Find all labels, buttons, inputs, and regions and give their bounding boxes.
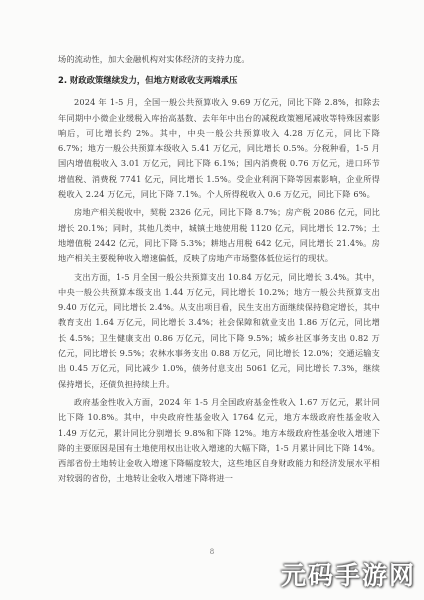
- paragraph-revenue: 2024 年 1-5 月，全国一般公共预算收入 9.69 万亿元，同比下降 2.8%，扣除去年同期中小微企业缓税入库抬高基数、去年年中出台的减税政策翘尾减收等特殊因素影响后，可比增长约 2%。其中，中央一般公共预算收入 4.28 万亿元，同比下降 6.7%；地方一般公共预算本级收入 5.41 万亿元，同比增长 0.5%。分税种看，1-5 月国内增值税收入 3.01 万亿元，同比下降 6.1%；国内消费税 0.76 万亿元，进口环节增值税、消费税 7741 亿元，同比增长 1.5%。受企业利润下降等因素影响，企业所得税收入 2.24 万亿元，同比下降 7.1%。个人所得税收入 0.6 万亿元，同比下降 6%。: [58, 97, 380, 200]
- paragraph-real-estate-tax: 房地产相关税收中，契税 2326 亿元，同比下降 8.7%；房产税 2086 亿元，同比增长 20.1%；同时，其他几类中，城镇土地使用税 1120 亿元，同比增长 12.7%；土地增值税 2442 亿元，同比下降 5.3%；耕地占用税 642 亿元，同比增长 21.4%。房地产相关主要税种收入增速偏低，反映了房地产市场整体低位运行的现状。: [58, 207, 380, 264]
- document-body: [58, 52, 380, 490]
- page-number: 8: [209, 548, 215, 556]
- section-heading: 2. 财政政策继续发力，但地方财政收支两端承压: [58, 75, 238, 86]
- paragraph-expenditure: 支出方面，1-5 月全国一般公共预算支出 10.84 万亿元，同比增长 3.4%。其中，中央一般公共预算本级支出 1.44 万亿元，同比增长 10.2%；地方一般公共预算支出 9.40 万亿元，同比增长 2.4%。从支出项目看，民生支出方面继续保持稳定增长，其中教育支出 1.64 万亿元，同比增长 3.4%；社会保障和就业支出 1.86 万亿元，同比增长 4.5%；卫生健康支出 0.86 万亿元，同比下降 9.5%；城乡社区事务支出 0.82 万亿元，同比增长 9.5%；农林水事务支出 0.88 万亿元，同比增长 12.0%；交通运输支出 0.45 万亿元，同比减少 1.0%，债务付息支出 5061 亿元，同比增长 7.3%，继续保持增长，还债负担持续上升。: [58, 271, 380, 389]
- intro-paragraph: 场的流动性，加大金融机构对实体经济的支持力度。: [58, 54, 250, 64]
- site-watermark-logo: 元码手游网: [280, 561, 416, 590]
- paragraph-government-funds: 政府基金性收入方面，2024 年 1-5 月全国政府基金性收入 1.67 万亿元，累计同比下降 10.8%。其中，中央政府性基金收入 1764 亿元，地方本级政府性基金收入 1.49 万亿元，累计同比分别增长 9.8%和下降 12%。地方本级政府性基金收入增速下降的主要原因是国有土地使用权出让收入增速的大幅下降，1-5 月累计同比下降 14%。西部省份土地转让金收入增速下降幅度较大，这些地区自身财政能力和经济发展水平相对较弱的省份，土地转让金收入增速下降将进一: [58, 396, 380, 484]
